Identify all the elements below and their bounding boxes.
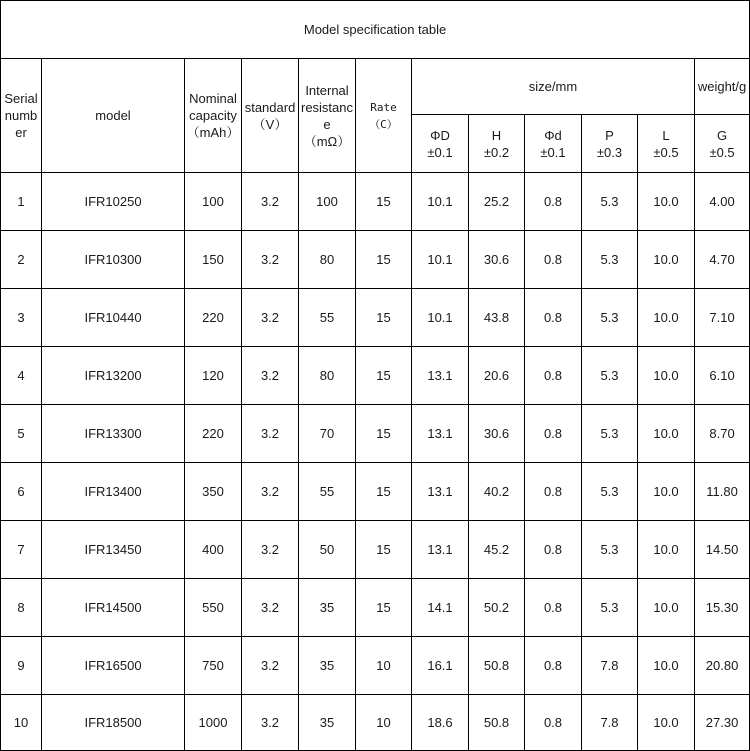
- header-size-height: H ±0.2: [469, 115, 525, 173]
- cell-model: IFR10300: [42, 231, 185, 289]
- cell-model: IFR16500: [42, 637, 185, 695]
- cell-height: 43.8: [469, 289, 525, 347]
- cell-standard: 3.2: [242, 579, 299, 637]
- cell-capacity: 350: [185, 463, 242, 521]
- cell-rate: 15: [356, 521, 412, 579]
- header-size-group: size/mm: [412, 59, 695, 115]
- table-row: [1, 579, 750, 637]
- cell-model: IFR10440: [42, 289, 185, 347]
- cell-serial: 1: [1, 173, 42, 231]
- cell-standard: 3.2: [242, 695, 299, 751]
- cell-lead-diameter: 0.8: [525, 637, 582, 695]
- cell-standard: 3.2: [242, 173, 299, 231]
- table-row: [1, 347, 750, 405]
- cell-pitch: 5.3: [582, 579, 638, 637]
- cell-lead-diameter: 0.8: [525, 579, 582, 637]
- cell-lead-diameter: 0.8: [525, 173, 582, 231]
- cell-lead-diameter: 0.8: [525, 405, 582, 463]
- cell-rate: 15: [356, 231, 412, 289]
- cell-capacity: 550: [185, 579, 242, 637]
- cell-capacity: 100: [185, 173, 242, 231]
- cell-capacity: 220: [185, 405, 242, 463]
- table-row: [1, 289, 750, 347]
- cell-standard: 3.2: [242, 637, 299, 695]
- cell-weight: 4.00: [695, 173, 750, 231]
- cell-resistance: 35: [299, 695, 356, 751]
- cell-height: 40.2: [469, 463, 525, 521]
- cell-height: 50.8: [469, 695, 525, 751]
- header-standard-voltage: standard （V）: [242, 59, 299, 173]
- cell-pitch: 7.8: [582, 637, 638, 695]
- cell-diameter: 10.1: [412, 231, 469, 289]
- cell-weight: 11.80: [695, 463, 750, 521]
- cell-diameter: 13.1: [412, 521, 469, 579]
- cell-weight: 20.80: [695, 637, 750, 695]
- cell-length: 10.0: [638, 173, 695, 231]
- cell-diameter: 14.1: [412, 579, 469, 637]
- cell-pitch: 5.3: [582, 405, 638, 463]
- cell-lead-diameter: 0.8: [525, 521, 582, 579]
- cell-rate: 15: [356, 405, 412, 463]
- table-row: [1, 231, 750, 289]
- cell-weight: 4.70: [695, 231, 750, 289]
- header-size-lead-diameter: Φd ±0.1: [525, 115, 582, 173]
- cell-length: 10.0: [638, 231, 695, 289]
- cell-weight: 6.10: [695, 347, 750, 405]
- table-row: [1, 463, 750, 521]
- cell-model: IFR13200: [42, 347, 185, 405]
- cell-length: 10.0: [638, 579, 695, 637]
- header-weight-group: weight/g: [695, 59, 750, 115]
- table-title: Model specification table: [1, 1, 750, 59]
- cell-resistance: 35: [299, 637, 356, 695]
- cell-weight: 14.50: [695, 521, 750, 579]
- cell-height: 25.2: [469, 173, 525, 231]
- cell-serial: 10: [1, 695, 42, 751]
- cell-rate: 15: [356, 173, 412, 231]
- header-internal-resistance: Internal resistanc e （mΩ）: [299, 59, 356, 173]
- cell-weight: 27.30: [695, 695, 750, 751]
- cell-diameter: 16.1: [412, 637, 469, 695]
- cell-resistance: 50: [299, 521, 356, 579]
- cell-pitch: 5.3: [582, 347, 638, 405]
- cell-resistance: 80: [299, 231, 356, 289]
- cell-lead-diameter: 0.8: [525, 289, 582, 347]
- cell-capacity: 220: [185, 289, 242, 347]
- cell-resistance: 80: [299, 347, 356, 405]
- cell-serial: 8: [1, 579, 42, 637]
- cell-rate: 15: [356, 463, 412, 521]
- cell-pitch: 5.3: [582, 231, 638, 289]
- cell-pitch: 5.3: [582, 463, 638, 521]
- cell-diameter: 10.1: [412, 173, 469, 231]
- cell-diameter: 10.1: [412, 289, 469, 347]
- cell-rate: 15: [356, 347, 412, 405]
- cell-serial: 7: [1, 521, 42, 579]
- cell-height: 50.8: [469, 637, 525, 695]
- cell-length: 10.0: [638, 521, 695, 579]
- cell-serial: 4: [1, 347, 42, 405]
- cell-resistance: 55: [299, 289, 356, 347]
- table-row: [1, 521, 750, 579]
- cell-height: 45.2: [469, 521, 525, 579]
- cell-lead-diameter: 0.8: [525, 347, 582, 405]
- cell-standard: 3.2: [242, 521, 299, 579]
- cell-capacity: 120: [185, 347, 242, 405]
- header-serial-number: Serial numb er: [1, 59, 42, 173]
- cell-length: 10.0: [638, 695, 695, 751]
- cell-rate: 15: [356, 289, 412, 347]
- header-size-length: L ±0.5: [638, 115, 695, 173]
- cell-diameter: 13.1: [412, 405, 469, 463]
- cell-standard: 3.2: [242, 347, 299, 405]
- cell-serial: 6: [1, 463, 42, 521]
- table-row: [1, 695, 750, 751]
- cell-diameter: 13.1: [412, 347, 469, 405]
- cell-serial: 2: [1, 231, 42, 289]
- cell-weight: 8.70: [695, 405, 750, 463]
- cell-height: 30.6: [469, 405, 525, 463]
- cell-resistance: 100: [299, 173, 356, 231]
- cell-length: 10.0: [638, 347, 695, 405]
- cell-length: 10.0: [638, 637, 695, 695]
- cell-length: 10.0: [638, 405, 695, 463]
- cell-resistance: 55: [299, 463, 356, 521]
- cell-model: IFR10250: [42, 173, 185, 231]
- cell-standard: 3.2: [242, 405, 299, 463]
- cell-rate: 15: [356, 579, 412, 637]
- cell-standard: 3.2: [242, 231, 299, 289]
- cell-lead-diameter: 0.8: [525, 231, 582, 289]
- table-row: [1, 173, 750, 231]
- cell-pitch: 5.3: [582, 289, 638, 347]
- cell-diameter: 13.1: [412, 463, 469, 521]
- cell-standard: 3.2: [242, 289, 299, 347]
- table-body: [1, 173, 750, 751]
- cell-serial: 5: [1, 405, 42, 463]
- header-model: model: [42, 59, 185, 173]
- cell-model: IFR14500: [42, 579, 185, 637]
- cell-pitch: 5.3: [582, 173, 638, 231]
- cell-capacity: 150: [185, 231, 242, 289]
- cell-serial: 9: [1, 637, 42, 695]
- cell-model: IFR13400: [42, 463, 185, 521]
- cell-height: 20.6: [469, 347, 525, 405]
- cell-length: 10.0: [638, 463, 695, 521]
- cell-height: 30.6: [469, 231, 525, 289]
- cell-weight: 7.10: [695, 289, 750, 347]
- cell-height: 50.2: [469, 579, 525, 637]
- cell-pitch: 7.8: [582, 695, 638, 751]
- cell-lead-diameter: 0.8: [525, 463, 582, 521]
- cell-capacity: 1000: [185, 695, 242, 751]
- cell-capacity: 400: [185, 521, 242, 579]
- cell-length: 10.0: [638, 289, 695, 347]
- cell-resistance: 35: [299, 579, 356, 637]
- cell-rate: 10: [356, 637, 412, 695]
- cell-rate: 10: [356, 695, 412, 751]
- cell-lead-diameter: 0.8: [525, 695, 582, 751]
- table-row: [1, 637, 750, 695]
- header-nominal-capacity: Nominal capacity （mAh）: [185, 59, 242, 173]
- header-size-pitch: P ±0.3: [582, 115, 638, 173]
- cell-resistance: 70: [299, 405, 356, 463]
- table-row: [1, 405, 750, 463]
- cell-pitch: 5.3: [582, 521, 638, 579]
- cell-model: IFR18500: [42, 695, 185, 751]
- cell-capacity: 750: [185, 637, 242, 695]
- header-size-diameter: ΦD ±0.1: [412, 115, 469, 173]
- cell-weight: 15.30: [695, 579, 750, 637]
- cell-serial: 3: [1, 289, 42, 347]
- cell-model: IFR13450: [42, 521, 185, 579]
- cell-model: IFR13300: [42, 405, 185, 463]
- header-weight: G ±0.5: [695, 115, 750, 173]
- header-rate: Rate （C）: [356, 59, 412, 173]
- cell-diameter: 18.6: [412, 695, 469, 751]
- cell-standard: 3.2: [242, 463, 299, 521]
